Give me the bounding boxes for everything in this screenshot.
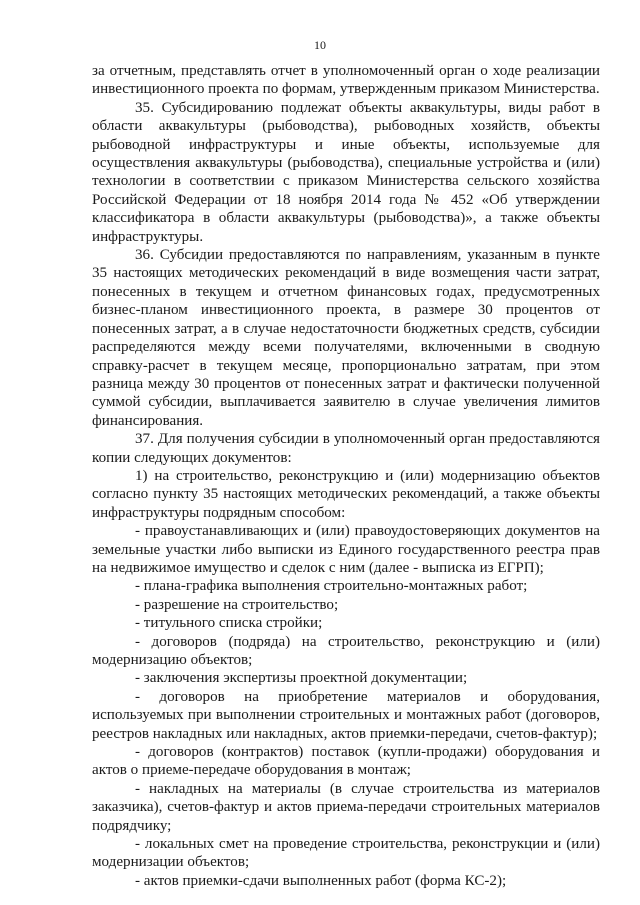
page-number: 10 xyxy=(314,38,326,52)
paragraph-36: 36. Субсидии предоставляются по направлениям, указанным в пункте 35 настоящих методических рекомендаций в виде возмещения части затрат, понесенных в текущем и отчетном финансовых годах, предусмотренных бизнес-планом инвестиционного проекта, в размере 30 процентов от понесенных затрат, а в случае недостаточности бюджетных средств, субсидии распределяются между всеми получателями, включенными в сводную справку-расчет в текущем месяце, пропорционально затратам, при этом разница между 30 процентов от понесенных затрат и фактически полученной суммой субсидии, выплачивается заявителю в случае увеличения лимитов финансирования. xyxy=(92,247,600,429)
paragraph-37: 37. Для получения субсидии в уполномоченный орган предоставляются копии следующих документов: xyxy=(92,431,600,466)
list-item-bullet: - разрешение на строительство; xyxy=(135,596,339,613)
paragraph-continuation: за отчетным, представлять отчет в уполномоченный орган о ходе реализации инвестиционного проекта по формам, утвержденным приказом Министерства. xyxy=(92,63,600,98)
list-item-bullet: - плана-графика выполнения строительно-монтажных работ; xyxy=(135,578,528,595)
list-item-bullet: - накладных на материалы (в случае строительства из материалов заказчика), счетов-фактур и актов приема-передачи строительных материалов подрядчику; xyxy=(92,780,600,834)
list-item-bullet: - титульного списка стройки; xyxy=(135,615,323,632)
list-item-bullet: - договоров на приобретение материалов и оборудования, используемых при выполнении строительных и монтажных работ (договоров, реестров накладных или накладных, актов приемки-передачи, счетов-фактур); xyxy=(92,688,600,742)
paragraph-35: 35. Субсидированию подлежат объекты аквакультуры, виды работ в области аквакультуры (рыбоводства), рыбоводных хозяйств, объекты рыбоводной инфраструктуры и иные объекты, используемые для осуществления аквакультуры (рыбоводства), специальные устройства и (или) технологии в соответствии с приказом Министерства сельского хозяйства Российской Федерации от 18 ноября 2014 года № 452 «Об утверждении классификатора в области аквакультуры (рыбоводства)», а также объекты инфраструктуры. xyxy=(92,99,600,245)
list-item-bullet: - локальных смет на проведение строительства, реконструкции и (или) модернизации объектов; xyxy=(92,836,600,871)
list-item-bullet: - договоров (контрактов) поставок (купли-продажи) оборудования и актов о приеме-передаче оборудования в монтаж; xyxy=(92,744,600,779)
list-item-bullet: - договоров (подряда) на строительство, реконструкцию и (или) модернизацию объектов; xyxy=(92,633,600,668)
document-body xyxy=(92,62,600,890)
list-item-1: 1) на строительство, реконструкцию и (или) модернизацию объектов согласно пункту 35 настоящих методических рекомендаций, а также объекты инфраструктуры подрядным способом: xyxy=(92,467,600,521)
list-item-bullet: - заключения экспертизы проектной документации; xyxy=(135,670,468,687)
list-item-bullet: - правоустанавливающих и (или) правоудостоверяющих документов на земельные участки либо выписки из Единого государственного реестра прав на недвижимое имущество и сделок с ним (далее - выписка из ЕГРП); xyxy=(92,523,600,576)
list-item-bullet: - актов приемки-сдачи выполненных работ (форма КС-2); xyxy=(135,872,507,889)
